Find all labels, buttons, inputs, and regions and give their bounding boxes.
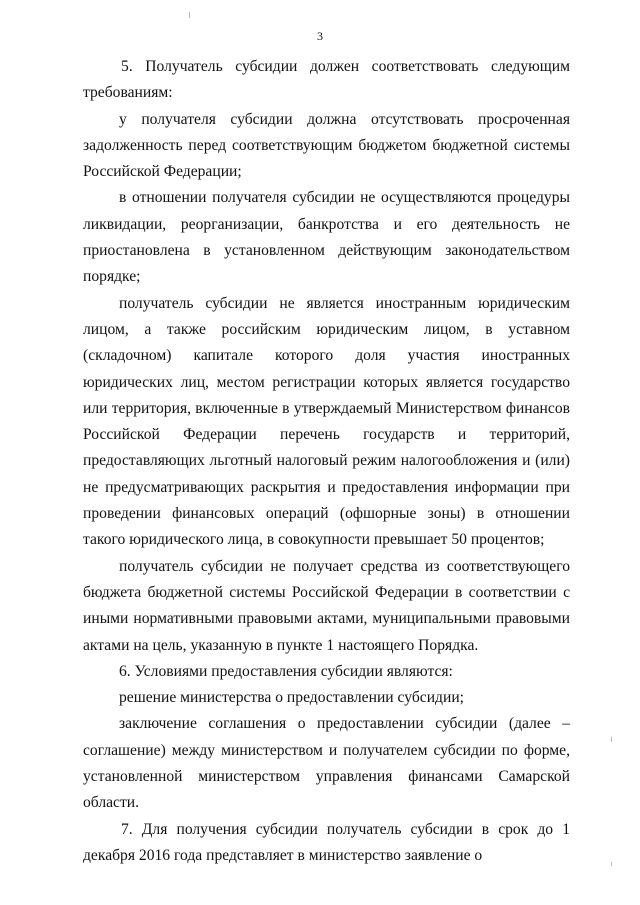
paragraph-requirements-heading: 5. Получатель субсидии должен соответствовать следующим требованиям:	[83, 58, 574, 102]
paragraph-not-foreign-entity: получатель субсидии не является иностранным юридическим лицом, а также российским юридическим лицом, в уставном (складочном) капитале которого доля участия иностранных юридических лиц, местом регистрации которых является государство или территория, включенные в утверждаемый Министерством финансов Российской Федерации перечень государств и территорий, предоставляющих льготный налоговый режим налогообложения и (или) не предусматривающих раскрытия и предоставления информации при проведении финансовых операций (офшорные зоны) в отношении такого юридического лица, в совокупности превышает 50 процентов;	[83, 294, 574, 549]
paragraph-conditions-heading: 6. Условиями предоставления субсидии являются:	[119, 662, 453, 680]
paragraph-no-debt: у получателя субсидии должна отсутствовать просроченная задолженность перед соответствующим бюджетом бюджетной системы Российской Федерации;	[83, 110, 574, 181]
scan-mark	[189, 12, 190, 18]
paragraph-no-liquidation: в отношении получателя субсидии не осуществляются процедуры ликвидации, реорганизации, банкротства и его деятельность не приостановлена в установленном действующим законодательством порядке;	[83, 189, 574, 286]
paragraph-agreement: заключение соглашения о предоставлении субсидии (далее – соглашение) между министерством и получателем субсидии по форме, установленной министерством управления финансами Самарской области.	[83, 715, 574, 812]
scan-mark	[611, 737, 612, 742]
paragraph-ministry-decision: решение министерства о предоставлении субсидии;	[119, 689, 465, 707]
paragraph-no-other-funds: получатель субсидии не получает средства из соответствующего бюджета бюджетной системы Российской Федерации в соответствии с иными нормативными правовыми актами, муниципальными правовыми актами на цель, указанную в пункте 1 настоящего Порядка.	[83, 557, 574, 654]
paragraph-application: 7. Для получения субсидии получатель субсидии в срок до 1 декабря 2016 года представляет в министерство заявление о	[83, 820, 574, 864]
page-number: 3	[317, 29, 323, 43]
scan-mark	[611, 862, 612, 866]
document-body	[83, 54, 574, 869]
